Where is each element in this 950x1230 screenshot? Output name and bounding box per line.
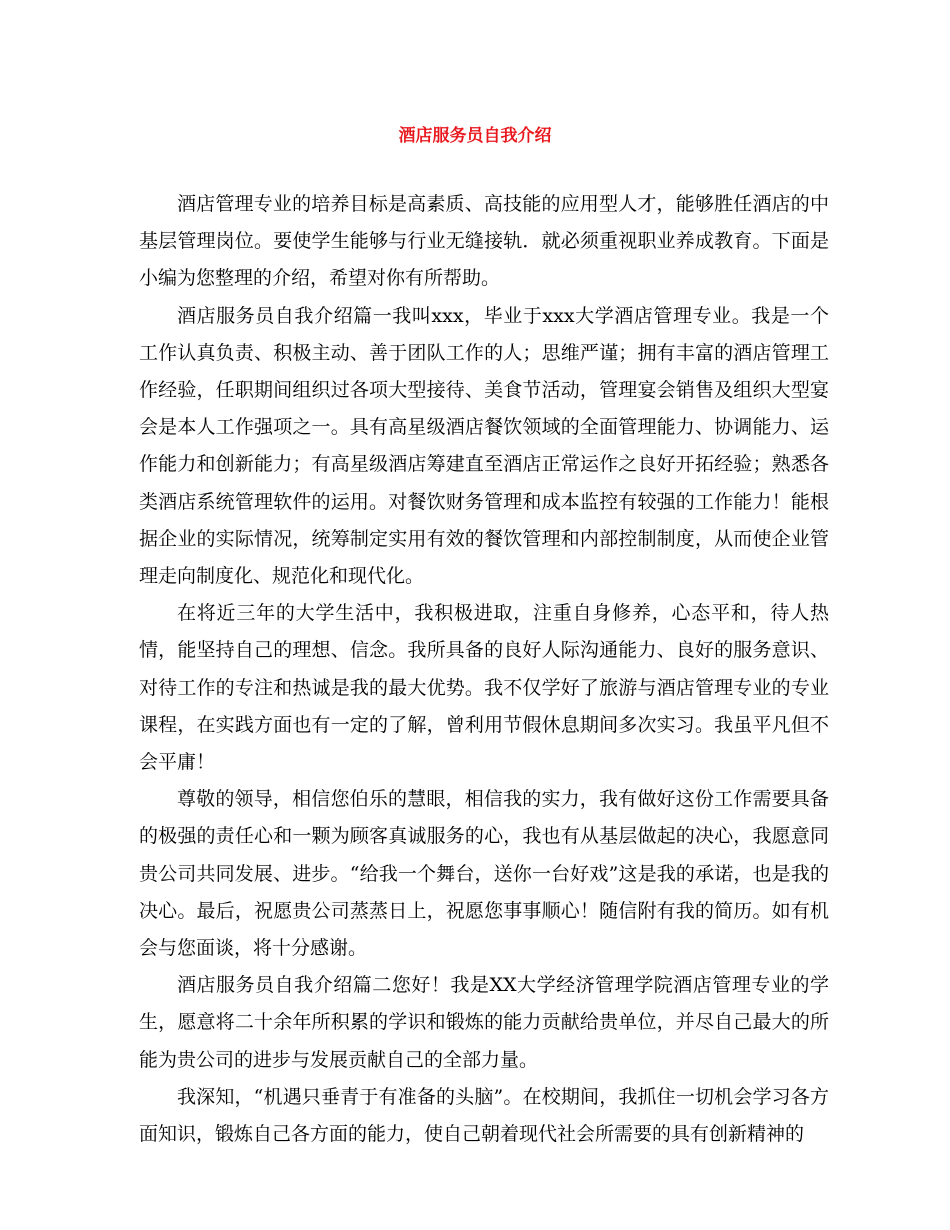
paragraph-college-life: 在将近三年的大学生活中，我积极进取，注重自身修养，心态平和，待人热情，能坚持自己的理想、信念。我所具备的良好人际沟通能力、良好的服务意识、对待工作的专注和热诚是我的最大优势。我不仅学好了旅游与酒店管理专业的专业课程，在实践方面也有一定的了解，曾利用节假休息期间多次实习。我虽平凡但不会平庸！ <box>139 602 829 774</box>
paragraph-closing-one: 尊敬的领导，相信您伯乐的慧眼，相信我的实力，我有做好这份工作需要具备的极强的责任心和一颗为顾客真诚服务的心，我也有从基层做起的决心，我愿意同贵公司共同发展、进步。“给我一个舞台，送你一台好戏”这是我的承诺，也是我的决心。最后，祝愿贵公司蒸蒸日上，祝愿您事事顺心！随信附有我的简历。如有机会与您面谈，将十分感谢。 <box>139 788 829 960</box>
document-title: 酒店服务员自我介绍 <box>398 126 552 146</box>
paragraph-opportunity: 我深知，“机遇只垂青于有准备的头脑”。在校期间，我抓住一切机会学习各方面知识，锻炼自己各方面的能力，使自己朝着现代社会所需要的具有创新精神的 <box>139 1085 829 1146</box>
paragraph-self-intro-one: 酒店服务员自我介绍篇一我叫xxx，毕业于xxx大学酒店管理专业。我是一个工作认真负责、积极主动、善于团队工作的人；思维严谨；拥有丰富的酒店管理工作经验，任职期间组织过各项大型接待、美食节活动，管理宴会销售及组织大型宴会是本人工作强项之一。具有高星级酒店餐饮领域的全面管理能力、协调能力、运作能力和创新能力；有高星级酒店筹建直至酒店正常运作之良好开拓经验；熟悉各类酒店系统管理软件的运用。对餐饮财务管理和成本监控有较强的工作能力！能根据企业的实际情况，统筹制定实用有效的餐饮管理和内部控制制度，从而使企业管理走向制度化、规范化和现代化。 <box>139 304 829 588</box>
document-body <box>139 186 829 1153</box>
paragraph-self-intro-two: 酒店服务员自我介绍篇二您好！我是XX大学经济管理学院酒店管理专业的学生，愿意将二十余年所积累的学识和锻炼的能力贡献给贵单位，并尽自己最大的所能为贵公司的进步与发展贡献自己的全部力量。 <box>139 974 829 1071</box>
paragraph-intro: 酒店管理专业的培养目标是高素质、高技能的应用型人才，能够胜任酒店的中基层管理岗位。要使学生能够与行业无缝接轨．就必须重视职业养成教育。下面是小编为您整理的介绍，希望对你有所帮助。 <box>139 193 829 290</box>
